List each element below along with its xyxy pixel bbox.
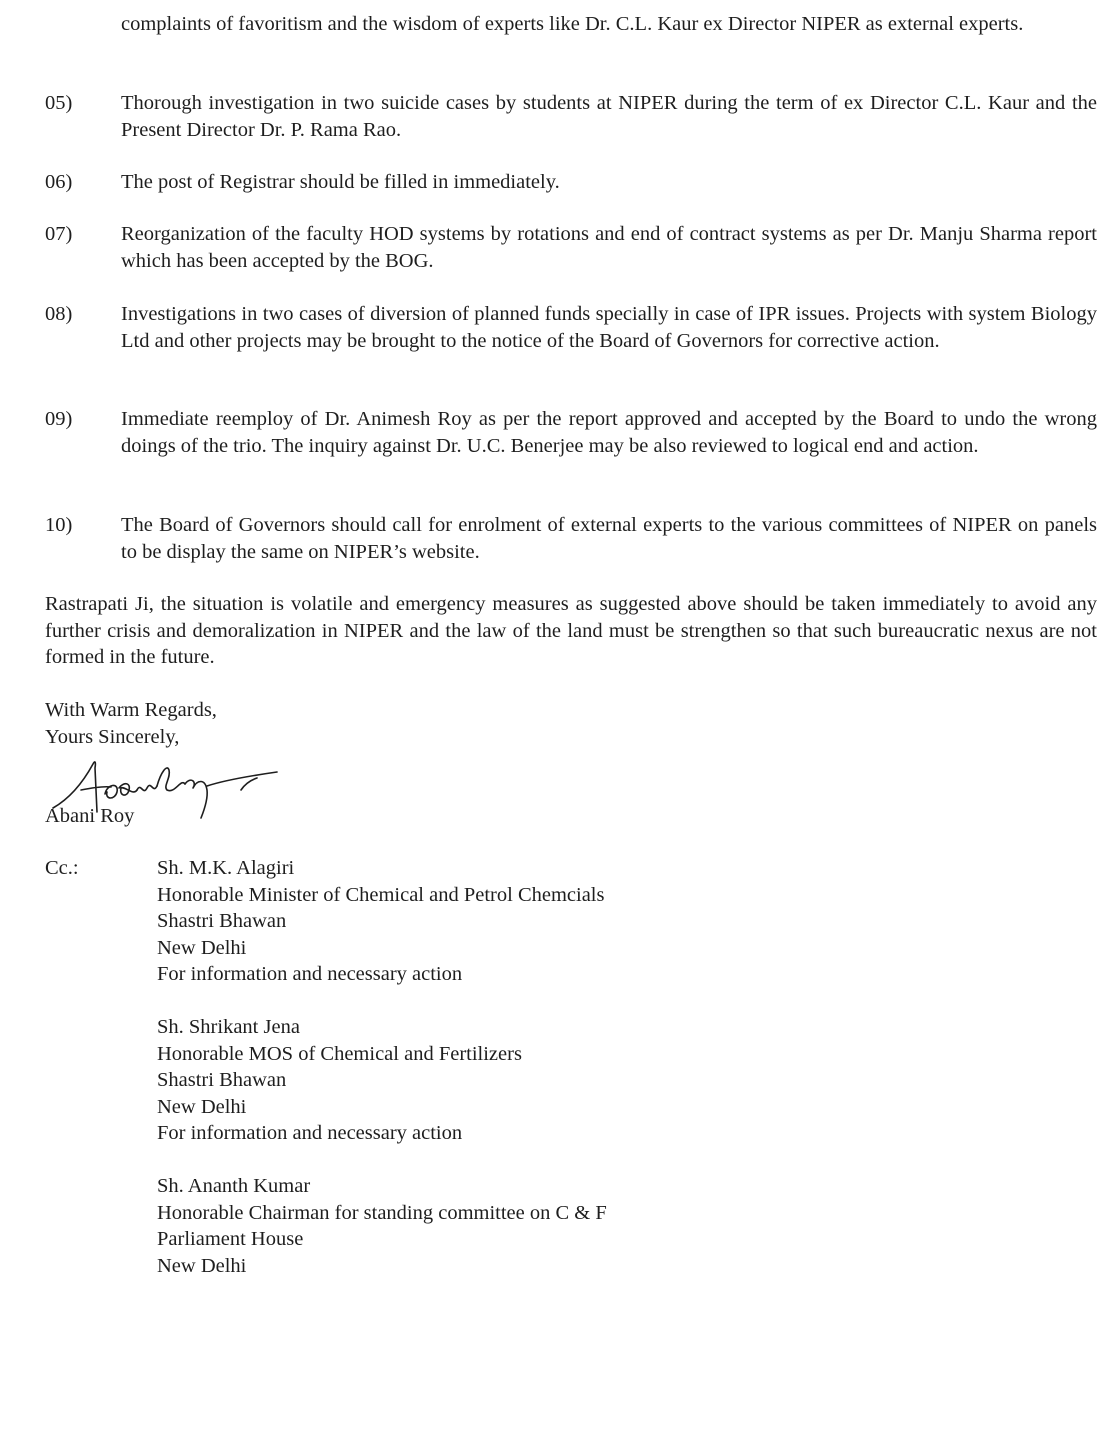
recipient-city: New Delhi [157,1095,247,1118]
cc-label: Cc.: [45,857,79,879]
closing-salutation [45,697,217,750]
signature-block [45,750,305,830]
recipient-note: For information and necessary action [157,963,463,985]
recipient-name: Sh. Ananth Kumar [157,1175,311,1197]
item-number: 07) [45,223,73,245]
handwritten-signature [45,750,305,830]
sincerely-line: Yours Sincerely, [45,725,180,748]
continued-paragraph: complaints of favoritism and the wisdom of experts like Dr. C.L. Kaur ex Director NIPER as external experts. [121,13,1024,35]
recipient-note: For information and necessary action [157,1122,463,1144]
item-number: 05) [45,92,73,114]
recipient-city: New Delhi [157,1254,247,1277]
signatory-name: Abani Roy [45,805,135,827]
recipient-title: Honorable Minister of Chemical and Petrol Chemcials [157,883,605,906]
item-text: Immediate reemploy of Dr. Animesh Roy as per the report approved and accepted by the Board to undo the wrong doings of the trio. The inquiry against Dr. U.C. Benerjee may be also reviewed to logical end and action. [121,408,1097,457]
item-text: Reorganization of the faculty HOD systems by rotations and end of contract systems as per Dr. Manju Sharma report which has been accepted by the BOG. [121,223,1097,272]
item-number: 10) [45,514,73,536]
item-text: The Board of Governors should call for enrolment of external experts to the various committees of NIPER on panels to be display the same on NIPER’s website. [121,514,1097,563]
recipient-title: Honorable MOS of Chemical and Fertilizers [157,1042,522,1065]
recipient-name: Sh. M.K. Alagiri [157,857,295,879]
item-number: 06) [45,171,73,193]
recipient-title: Honorable Chairman for standing committee on C & F [157,1201,607,1224]
recipient-building: Shastri Bhawan [157,1069,287,1091]
cc-recipient [157,855,857,988]
closing-paragraph: Rastrapati Ji, the situation is volatile and emergency measures as suggested above should be taken immediately to avoid any further crisis and demoralization in NIPER and the law of the land must be strengthen so that such bureaucratic nexus are not formed in the future. [45,593,1097,668]
item-text: Thorough investigation in two suicide cases by students at NIPER during the term of ex Director C.L. Kaur and the Present Director Dr. P. Rama Rao. [121,92,1097,141]
item-text: The post of Registrar should be filled in immediately. [121,171,560,193]
recipient-city: New Delhi [157,936,247,959]
recipient-name: Sh. Shrikant Jena [157,1016,300,1038]
recipient-building: Parliament House [157,1228,304,1250]
item-number: 08) [45,303,73,325]
item-text: Investigations in two cases of diversion of planned funds specially in case of IPR issues. Projects with system Biology Ltd and other projects may be brought to the notice of the Board of Governors for corrective action. [121,303,1097,352]
cc-recipient [157,1014,857,1147]
regards-line: With Warm Regards, [45,699,217,721]
item-number: 09) [45,408,73,430]
cc-recipients [157,855,857,1306]
recipient-building: Shastri Bhawan [157,910,287,932]
cc-recipient [157,1173,857,1279]
